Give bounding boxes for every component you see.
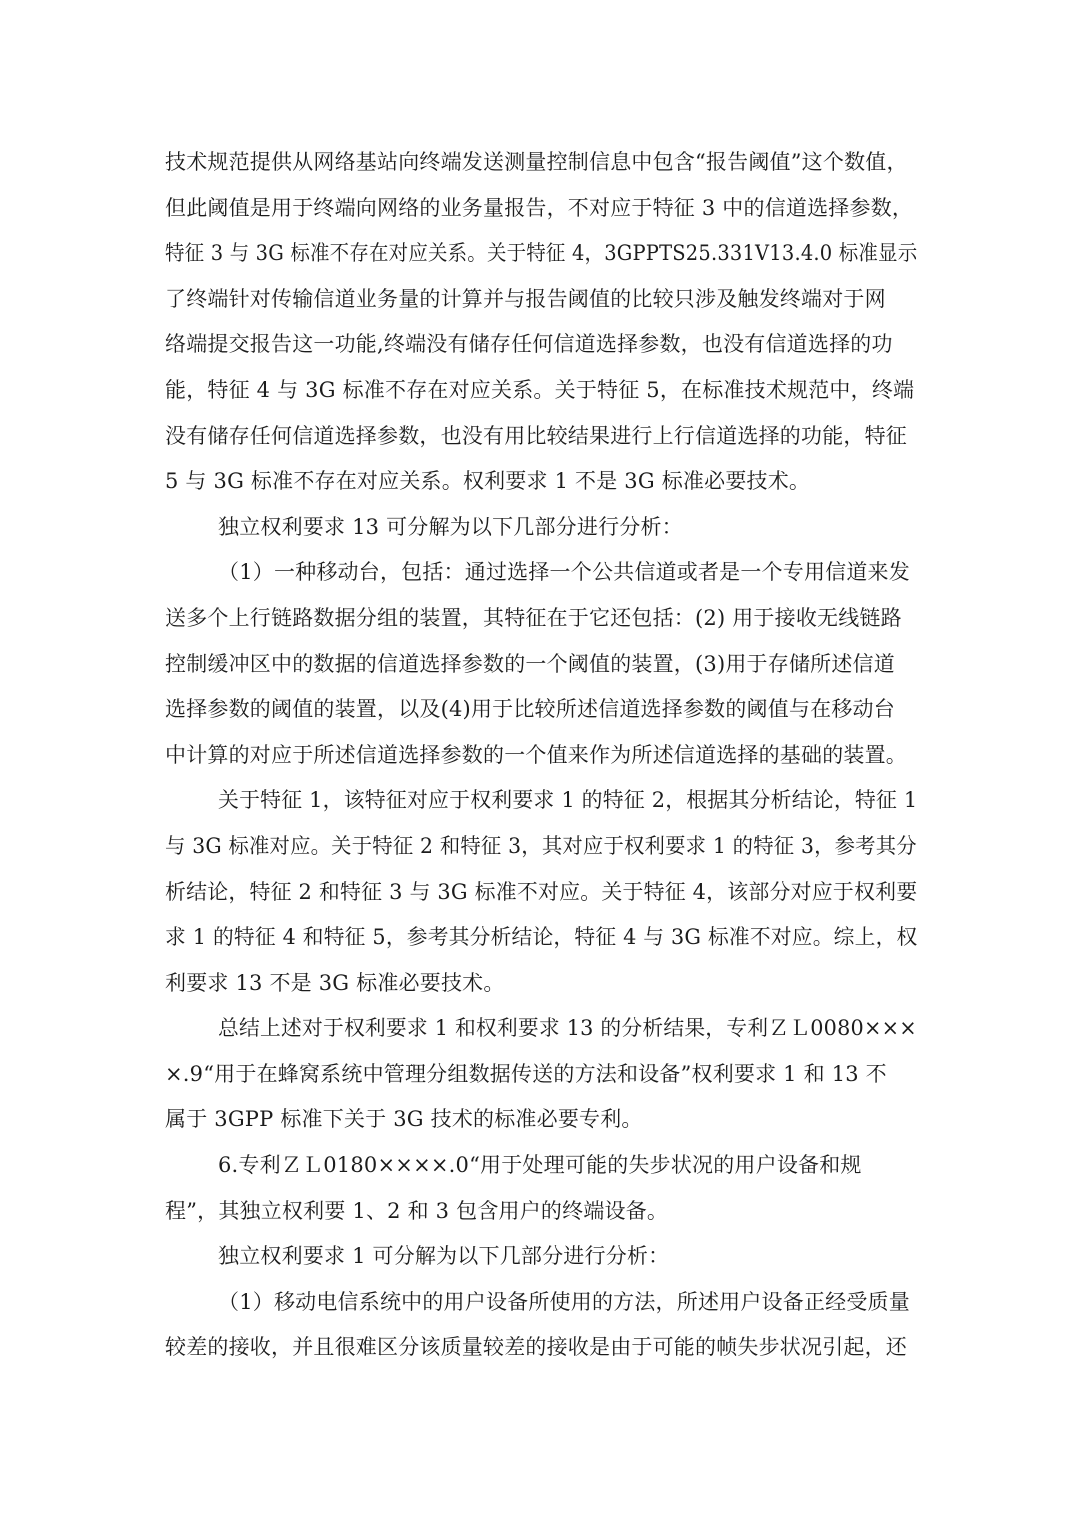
- text-line-18: 求 1 的特征 4 和特征 5，参考其分析结论，特征 4 与 3G 标准不对应。综上，权: [165, 925, 917, 950]
- text-line-2: 但此阈值是用于终端向网络的业务量报告，不对应于特征 3 中的信道选择参数，: [165, 195, 914, 220]
- text-line-21: ×.9“用于在蜂窝系统中管理分组数据传送的方法和设备”权利要求 1 和 13 不: [165, 1061, 887, 1086]
- text-line-24: 程”，其独立权利要 1、2 和 3 包含用户的终端设备。: [165, 1198, 669, 1223]
- text-line-13: 选择参数的阈值的装置，以及(4)用于比较所述信道选择参数的阈值与在移动台: [165, 697, 895, 722]
- text-line-25: 独立权利要求 1 可分解为以下几部分进行分析：: [218, 1244, 670, 1269]
- text-line-5: 络端提交报告这一功能,终端没有储存任何信道选择参数，也没有信道选择的功: [165, 332, 893, 357]
- text-line-3: 特征 3 与 3G 标准不存在对应关系。关于特征 4，3GPPTS25.331V13.4.0 标准显示: [165, 241, 917, 266]
- text-line-16: 与 3G 标准对应。关于特征 2 和特征 3，其对应于权利要求 1 的特征 3，参考其分: [165, 833, 917, 858]
- text-line-19: 利要求 13 不是 3G 标准必要技术。: [165, 970, 505, 995]
- text-line-20: 总结上述对于权利要求 1 和权利要求 13 的分析结果，专利ＺＬ0080×××: [218, 1016, 917, 1041]
- text-line-17: 析结论，特征 2 和特征 3 与 3G 标准不对应。关于特征 4，该部分对应于权利要: [165, 879, 917, 904]
- text-line-26: （1）移动电信系统中的用户设备所使用的方法，所述用户设备正经受质量: [218, 1289, 910, 1314]
- text-line-27: 较差的接收，并且很难区分该质量较差的接收是由于可能的帧失步状况引起，还: [165, 1335, 907, 1360]
- text-line-22: 属于 3GPP 标准下关于 3G 技术的标准必要专利。: [165, 1107, 643, 1132]
- text-line-11: 送多个上行链路数据分组的装置，其特征在于它还包括：(2) 用于接收无线链路: [165, 605, 902, 630]
- text-line-12: 控制缓冲区中的数据的信道选择参数的一个阈值的装置，(3)用于存储所述信道: [165, 651, 895, 676]
- document-body: [165, 140, 917, 1371]
- text-line-6: 能，特征 4 与 3G 标准不存在对应关系。关于特征 5，在标准技术规范中，终端: [165, 377, 915, 402]
- text-line-4: 了终端针对传输信道业务量的计算并与报告阈值的比较只涉及触发终端对于网: [165, 286, 886, 311]
- text-line-9: 独立权利要求 13 可分解为以下几部分进行分析：: [218, 514, 683, 539]
- text-line-7: 没有储存任何信道选择参数，也没有用比较结果进行上行信道选择的功能，特征: [165, 423, 907, 448]
- text-line-23: 6.专利ＺＬ0180××××.0“用于处理可能的失步状况的用户设备和规: [218, 1153, 862, 1178]
- text-line-14: 中计算的对应于所述信道选择参数的一个值来作为所述信道选择的基础的装置。: [165, 742, 907, 767]
- text-line-15: 关于特征 1，该特征对应于权利要求 1 的特征 2，根据其分析结论，特征 1: [218, 788, 917, 813]
- text-line-1: 技术规范提供从网络基站向终端发送测量控制信息中包含“报告阈值”这个数值，: [165, 150, 908, 174]
- text-line-8: 5 与 3G 标准不存在对应关系。权利要求 1 不是 3G 标准必要技术。: [165, 469, 811, 494]
- text-line-10: （1）一种移动台，包括：通过选择一个公共信道或者是一个专用信道来发: [218, 560, 910, 585]
